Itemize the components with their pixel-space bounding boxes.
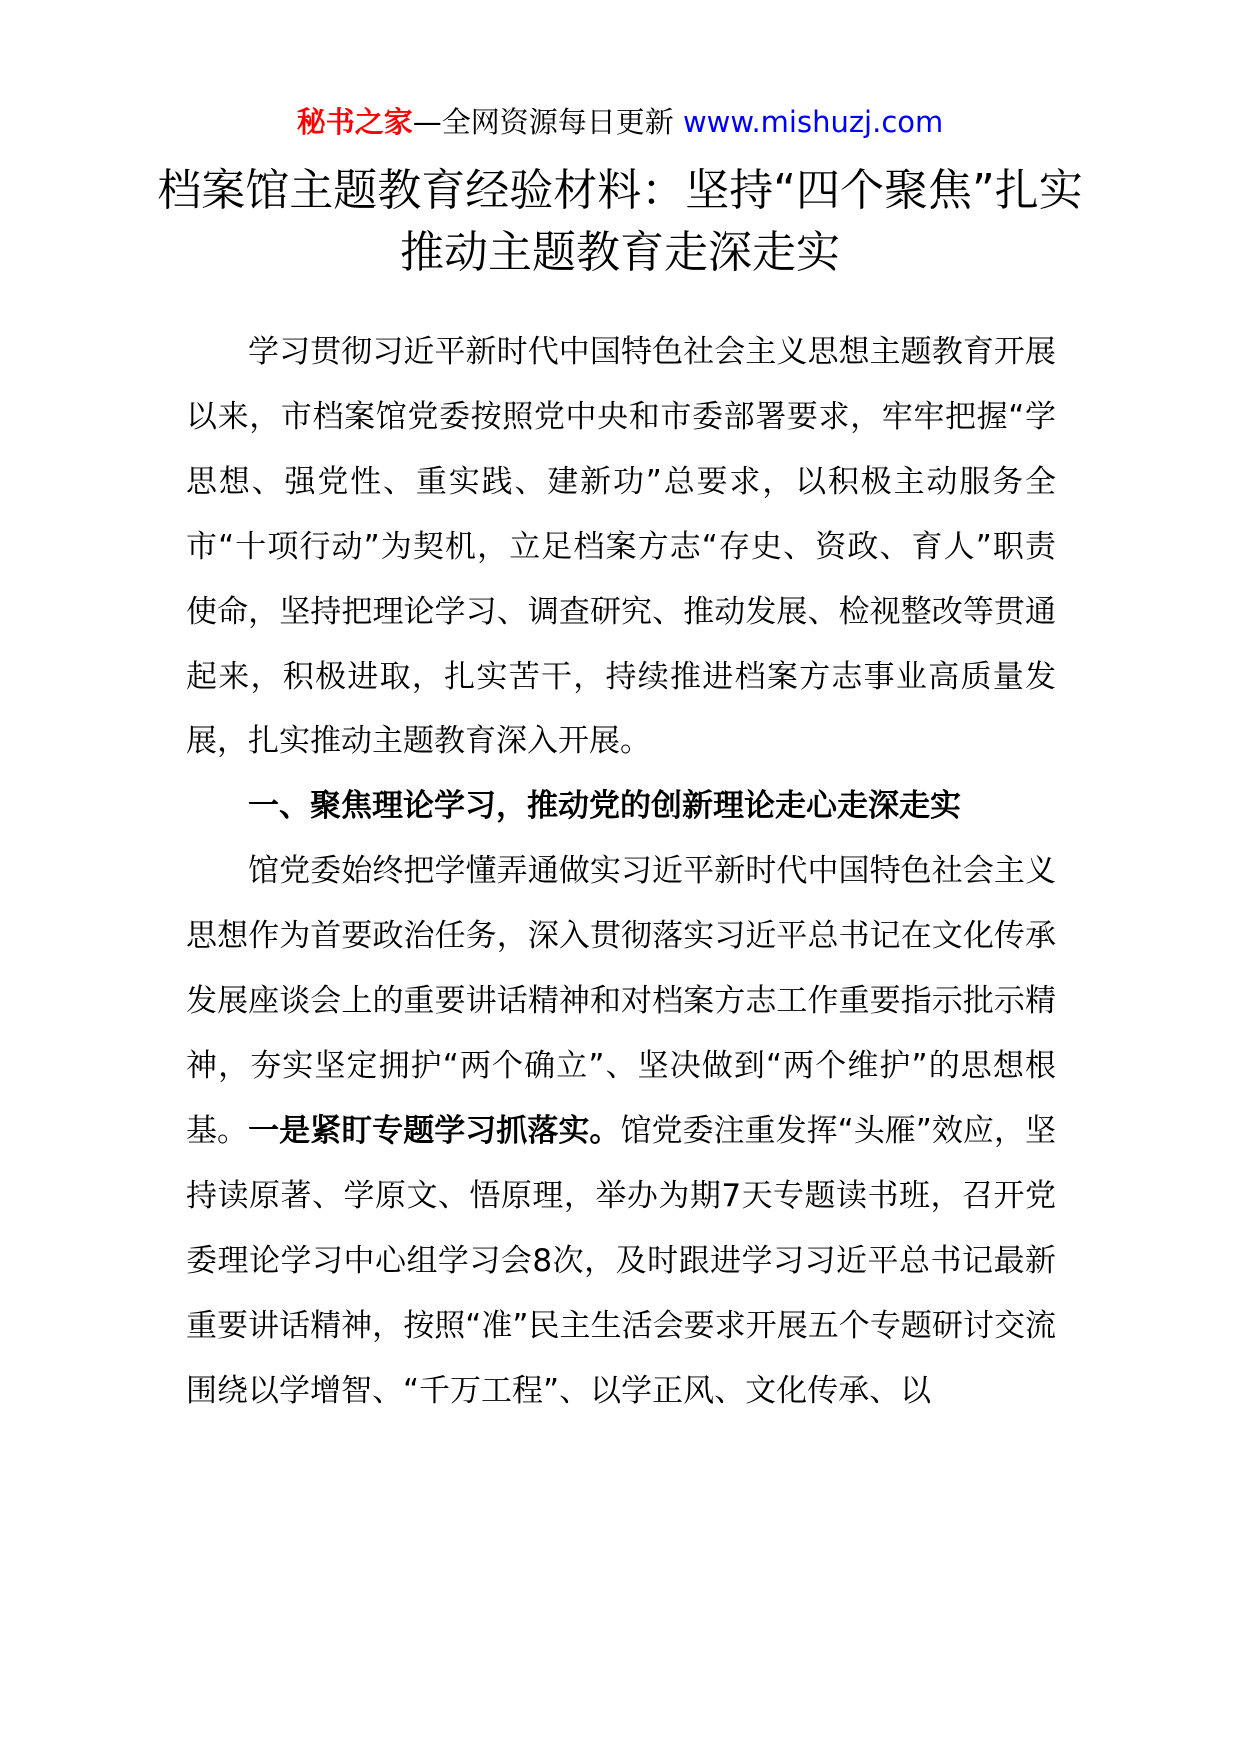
section-1-paragraph [186, 839, 1056, 1423]
banner-tagline: —全网资源每日更新 [412, 105, 674, 139]
site-banner [0, 100, 1240, 144]
brand-name: 秘书之家 [296, 105, 413, 139]
paragraph-text-part-2: 馆党委注重发挥“头雁”效应，坚持读原著、学原文、悟原理，举办为期7天专题读书班，召开党委理论学习中心组学习会8次，及时跟进学习习近平总书记最新重要讲话精神，按照“准”民主生活会要求开展五个专题研讨交流围绕以学增智、“千万工程”、以学正风、文化传承、以 [186, 1112, 1056, 1409]
site-url-link[interactable]: www.mishuzj.com [682, 105, 944, 139]
document-body [186, 320, 1056, 1423]
section-heading-1: 一、聚焦理论学习，推动党的创新理论走心走深走实 [248, 788, 961, 825]
intro-paragraph: 学习贯彻习近平新时代中国特色社会主义思想主题教育开展以来，市档案馆党委按照党中央和市委部署要求，牢牢把握“学思想、强党性、重实践、建新功”总要求，以积极主动服务全市“十项行动”为契机，立足档案方志“存史、资政、育人”职责使命，坚持把理论学习、调查研究、推动发展、检视整改等贯通起来，积极进取，扎实苦干，持续推进档案方志事业高质量发展，扎实推动主题教育深入开展。 [186, 334, 1056, 760]
paragraph-text-part-1: 馆党委始终把学懂弄通做实习近平新时代中国特色社会主义思想作为首要政治任务，深入贯彻落实习近平总书记在文化传承发展座谈会上的重要讲话精神和对档案方志工作重要指示批示精神，夯实坚定拥护“两个确立”、坚决做到“两个维护”的思想根基。 [186, 853, 1056, 1149]
bold-subheading: 一是紧盯专题学习抓落实。 [248, 1112, 621, 1149]
document-title: 档案馆主题教育经验材料：坚持“四个聚焦”扎实推动主题教育走深走实 [157, 165, 1083, 278]
